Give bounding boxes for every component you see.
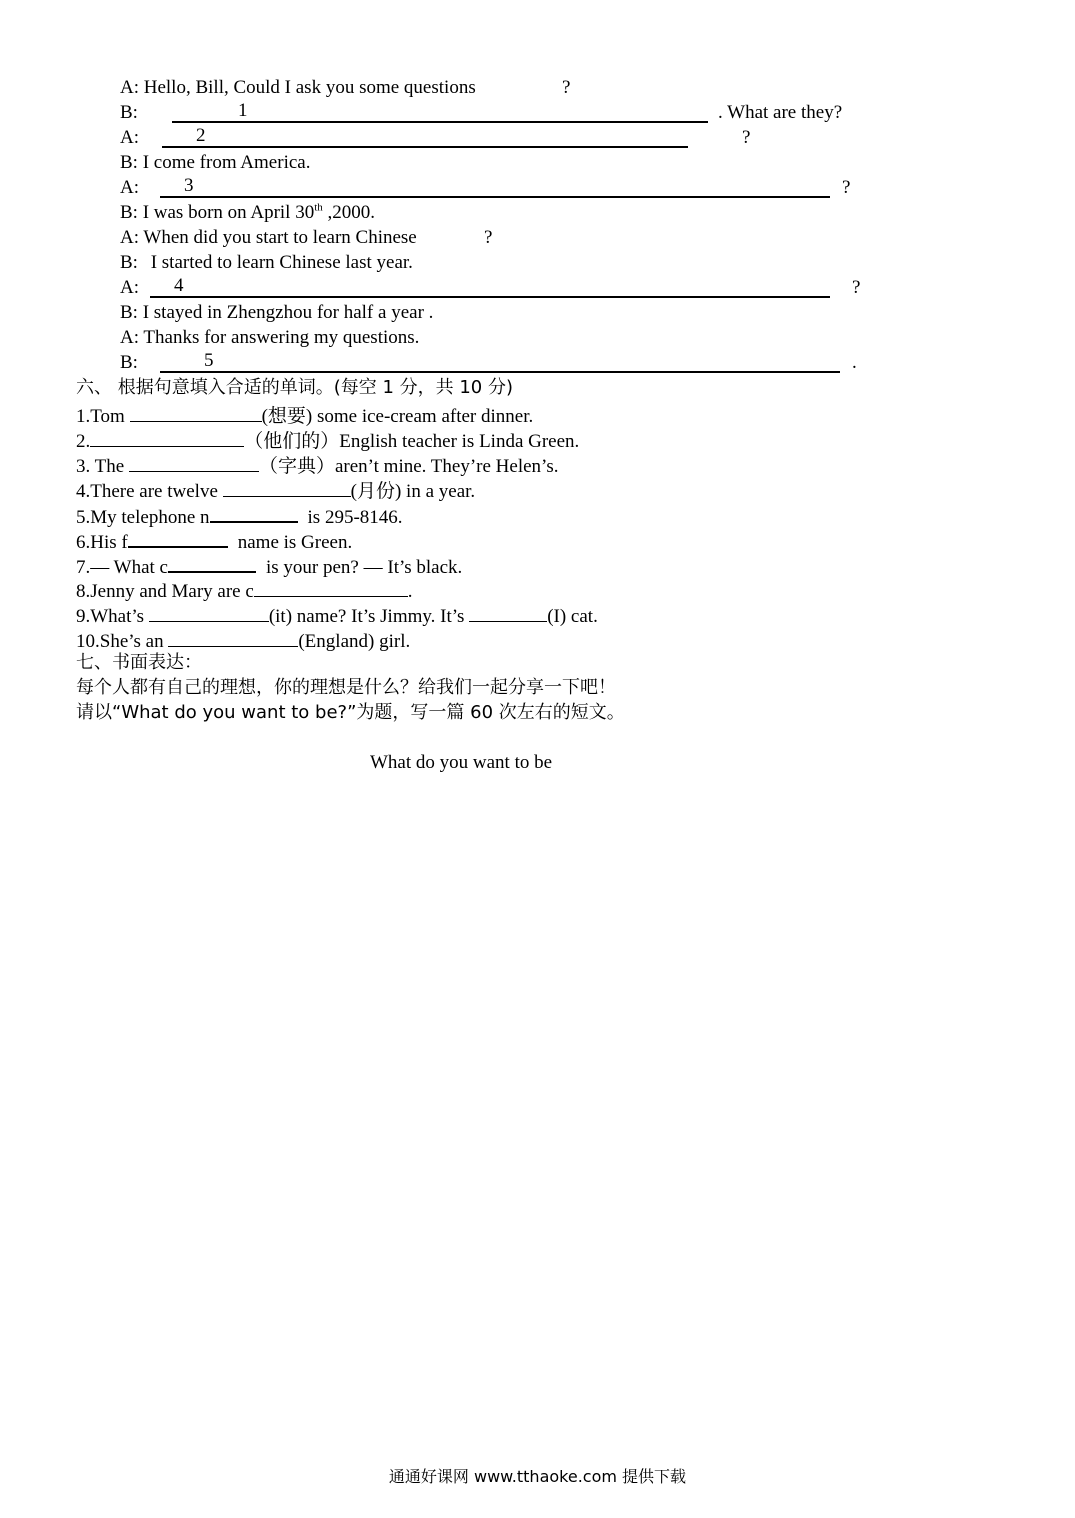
question-mark: ?	[842, 177, 851, 198]
question-mark: ?	[742, 127, 751, 148]
question-mark: ?	[852, 277, 861, 298]
question-text: 4.There are twelve	[76, 481, 223, 502]
answer-blank-3[interactable]	[160, 176, 830, 198]
fill-blank-5[interactable]	[210, 501, 298, 523]
question-mark: ?	[484, 227, 493, 248]
section-6-heading: 六、 根据句意填入合适的单词。(每空 1 分，共 10 分)	[76, 377, 514, 398]
answer-blank-1[interactable]	[172, 101, 708, 123]
blank-number: 2	[196, 125, 206, 146]
answer-blank-4[interactable]	[150, 276, 830, 298]
question-6	[76, 526, 353, 553]
question-text: 5.My telephone n	[76, 507, 210, 528]
answer-blank-5[interactable]	[160, 351, 840, 373]
dialogue-line-6	[120, 201, 375, 225]
question-text: (England) girl.	[298, 631, 411, 652]
question-text: is 295-8146.	[307, 507, 403, 528]
fill-blank-6[interactable]	[128, 526, 228, 548]
blank-number: 1	[238, 100, 248, 121]
answer-blank-2[interactable]	[162, 126, 688, 148]
question-text: is your pen? — It’s black.	[266, 557, 463, 578]
speaker-b: B:	[120, 302, 138, 323]
fill-blank-9b[interactable]	[469, 601, 547, 622]
question-text: name is Green.	[237, 532, 353, 553]
question-1	[76, 401, 533, 425]
speaker-b: B:	[120, 352, 138, 373]
section-7-heading: 七、书面表达：	[76, 652, 202, 673]
fill-blank-4[interactable]	[223, 476, 351, 497]
speaker-a: A:	[120, 177, 139, 198]
fill-blank-1[interactable]	[130, 401, 262, 422]
speaker-b: B:	[120, 202, 138, 223]
footer-credit: 通通好课网 www.tthaoke.com 提供下载	[388, 1467, 687, 1486]
question-2	[76, 426, 579, 450]
question-8	[76, 576, 413, 600]
fill-blank-8[interactable]	[254, 576, 408, 597]
speaker-b: B:	[120, 102, 138, 123]
essay-title: What do you want to be	[370, 752, 553, 773]
question-mark: ?	[562, 77, 571, 98]
fill-blank-7[interactable]	[168, 551, 256, 573]
question-text: 6.His f	[76, 532, 128, 553]
dialogue-line-12	[120, 350, 857, 375]
speaker-a: A:	[120, 77, 139, 98]
blank-number: 3	[184, 175, 194, 196]
question-9	[76, 601, 598, 625]
question-3	[76, 451, 558, 475]
dialogue-line-8	[120, 251, 413, 275]
question-text: (I) cat.	[547, 606, 598, 627]
dialogue-line-4	[120, 151, 310, 175]
dialogue-text: ,2000.	[322, 202, 376, 223]
question-text: 8.Jenny and Mary are c	[76, 581, 254, 602]
speaker-b: B:	[120, 252, 138, 273]
speaker-a: A:	[120, 277, 139, 298]
speaker-a: A:	[120, 127, 139, 148]
question-text: .	[407, 581, 413, 602]
question-10	[76, 626, 410, 650]
dialogue-line-1	[120, 76, 571, 100]
question-text: （字典）aren’t mine. They’re Helen’s.	[258, 456, 559, 477]
period: .	[852, 352, 857, 373]
question-text: 3. The	[76, 456, 129, 477]
question-text: (月份) in a year.	[350, 481, 476, 502]
dialogue-line-10	[120, 301, 433, 325]
fill-blank-2[interactable]	[90, 426, 244, 447]
dialogue-line-9	[120, 275, 861, 300]
speaker-a: A:	[120, 327, 139, 348]
dialogue-text: Thanks for answering my questions.	[143, 327, 420, 348]
question-text: (想要) some ice-cream after dinner.	[261, 406, 534, 427]
question-text: 7.— What c	[76, 557, 168, 578]
dialogue-line-3	[120, 125, 751, 150]
dialogue-line-2	[120, 100, 843, 125]
question-text: 10.She’s an	[76, 631, 169, 652]
ordinal-suffix: th	[314, 201, 323, 214]
dialogue-line-11	[120, 326, 419, 350]
speaker-a: A:	[120, 227, 139, 248]
question-7	[76, 551, 463, 578]
section-7-prompt-2: 请以“What do you want to be?”为题，写一篇 60 次左右的短文。	[76, 702, 625, 723]
blank-number: 5	[204, 350, 214, 371]
question-4	[76, 476, 475, 500]
dialogue-text: Hello, Bill, Could I ask you some questions	[143, 77, 476, 98]
dialogue-line-7	[120, 226, 493, 250]
blank-number: 4	[174, 275, 184, 296]
question-text: 2.	[76, 431, 91, 452]
section-7-prompt-1: 每个人都有自己的理想，你的理想是什么？给我们一起分享一下吧！	[76, 677, 616, 698]
dialogue-text: I was born on April 30	[142, 202, 315, 223]
dialogue-text: . What are they?	[718, 102, 843, 123]
question-text: （他们的）English teacher is Linda Green.	[244, 431, 580, 452]
question-text: 9.What’s	[76, 606, 149, 627]
dialogue-text: When did you start to learn Chinese	[143, 227, 417, 248]
question-5	[76, 501, 403, 528]
fill-blank-10[interactable]	[168, 626, 298, 647]
dialogue-line-5	[120, 175, 851, 200]
question-text: (it) name? It’s Jimmy. It’s	[268, 606, 470, 627]
fill-blank-9a[interactable]	[149, 601, 269, 622]
dialogue-text: I come from America.	[142, 152, 311, 173]
speaker-b: B:	[120, 152, 138, 173]
dialogue-text: I stayed in Zhengzhou for half a year .	[142, 302, 434, 323]
fill-blank-3[interactable]	[129, 451, 259, 472]
dialogue-text: I started to learn Chinese last year.	[150, 252, 413, 273]
question-text: 1.Tom	[76, 406, 130, 427]
